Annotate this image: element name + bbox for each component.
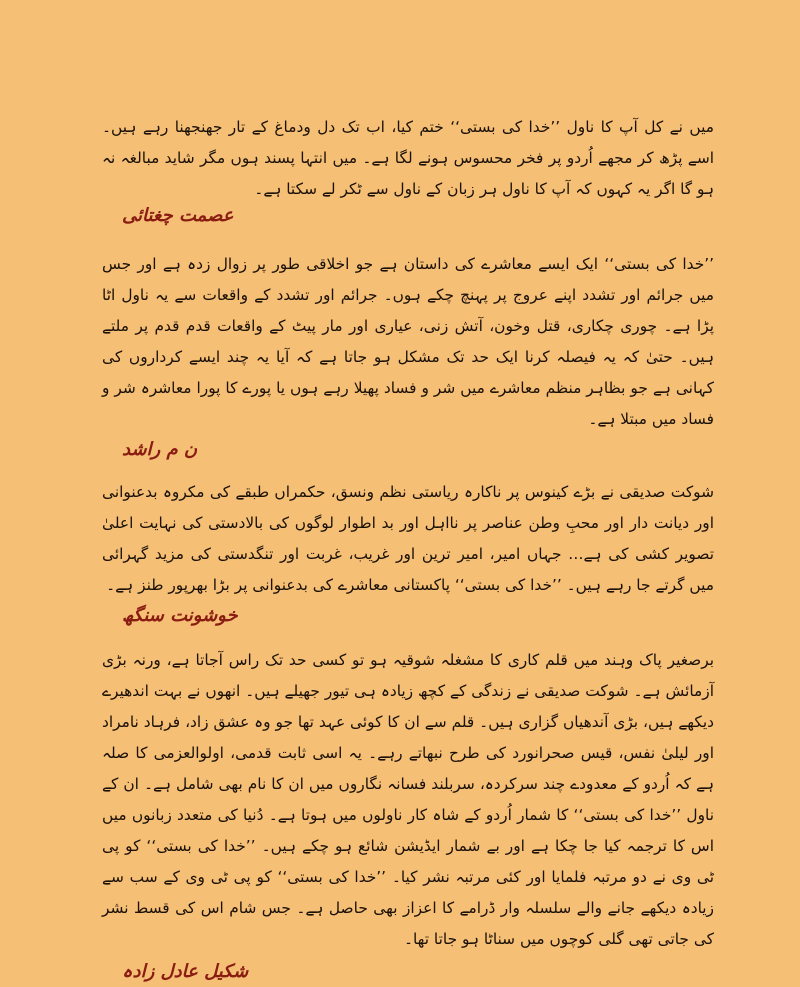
review-khushwant-singh (102, 477, 714, 631)
review-author-signature: خوشونت سنگھ (122, 605, 238, 626)
review-text: برصغیر پاک وہند میں قلم کاری کا مشغلہ شوقیہ ہو تو کسی حد تک راس آجاتا ہے، ورنہ بڑی آزمائش ہے۔ شوکت صدیقی نے زندگی کے کچھ زیادہ ہی تیور جھیلے ہیں۔ انھوں نے بہت اندھیرے دیکھے ہیں، بڑی آندھیاں گزاری ہیں۔ قلم سے ان کا کوئی عہد تھا جو وہ عشق زاد، فرہاد نامراد اور لیلیٰ نفس، قیس صحرانورد کی طرح نبھاتے رہے۔ یہ اسی ثابت قدمی، اولوالعزمی کا صلہ ہے کہ اُردو کے معدودے چند سرکردہ، سربلند فسانہ نگاروں میں ان کا نام بھی شامل ہے۔ ان کے ناول ’’خدا کی بستی‘‘ کا شمار اُردو کے شاہ کار ناولوں میں ہوتا ہے۔ دُنیا کی متعدد زبانوں میں اس کا ترجمہ کیا جا چکا ہے اور بے شمار ایڈیشن شائع ہو چکے ہیں۔ ’’خدا کی بستی‘‘ کو پی ٹی وی نے دو مرتبہ فلمایا اور کئی مرتبہ نشر کیا۔ ’’خدا کی بستی‘‘ کو پی ٹی وی کے سب سے زیادہ دیکھے جانے والے سلسلہ وار ڈرامے کا اعزاز بھی حاصل ہے۔ جس شام اس کی قسط نشر کی جاتی تھی گلی کوچوں میں سناٹا ہو جاتا تھا۔ (102, 651, 714, 948)
review-author-signature: عصمت چغتائی (122, 205, 234, 226)
review-text: ’’خدا کی بستی‘‘ ایک ایسے معاشرے کی داستان ہے جو اخلاقی طور پر زوال زدہ ہے اور جس میں جرائم اور تشدد اپنے عروج پر پہنچ چکے ہوں۔ جرائم اور تشدد کے واقعات سے یہ ناول اٹا پڑا ہے۔ چوری چکاری، قتل وخون، آتش زنی، عیاری اور مار پیٹ کے واقعات قدم قدم پر ملتے ہیں۔ حتیٰ کہ یہ فیصلہ کرنا ایک حد تک مشکل ہو جاتا ہے کہ آیا یہ چند ایسے کرداروں کی کہانی ہے جو بظاہر منظم معاشرے میں شر و فساد پھیلا رہے ہوں یا پورے کا پورا معاشرہ شر و فساد میں مبتلا ہے۔ (102, 255, 714, 428)
review-shakeel-adil-zada (102, 645, 714, 987)
review-nm-rashid (102, 249, 714, 465)
review-author-signature: شکیل عادل زادہ (122, 961, 249, 982)
review-ismat-chughtai (102, 112, 714, 231)
review-author-signature: ن م راشد (122, 439, 198, 460)
review-text: میں نے کل آپ کا ناول ’’خدا کی بستی‘‘ ختم کیا، اب تک دل ودماغ کے تار جھنجھنا رہے ہیں۔ اسے پڑھ کر مجھے اُردو پر فخر محسوس ہونے لگا ہے۔ میں انتہا پسند ہوں مگر شاید مبالغہ نہ ہو گا اگر یہ کہوں کہ آپ کا ناول ہر زبان کے ناول سے ٹکر لے سکتا ہے۔ (102, 118, 714, 198)
review-text: شوکت صدیقی نے بڑے کینوس پر ناکارہ ریاستی نظم ونسق، حکمراں طبقے کی مکروہ بدعنوانی اور دیانت دار اور محبِ وطن عناصر پر نااہل اور بد اطوار لوگوں کی بالادستی کی نہایت اعلیٰ تصویر کشی کی ہے… جہاں امیر، امیر ترین اور غریب، غربت اور تنگدستی کی مزید گہرائی میں گرتے جا رہے ہیں۔ ’’خدا کی بستی‘‘ پاکستانی معاشرے کی بدعنوانی پر بڑا بھرپور طنز ہے۔ (102, 483, 714, 594)
